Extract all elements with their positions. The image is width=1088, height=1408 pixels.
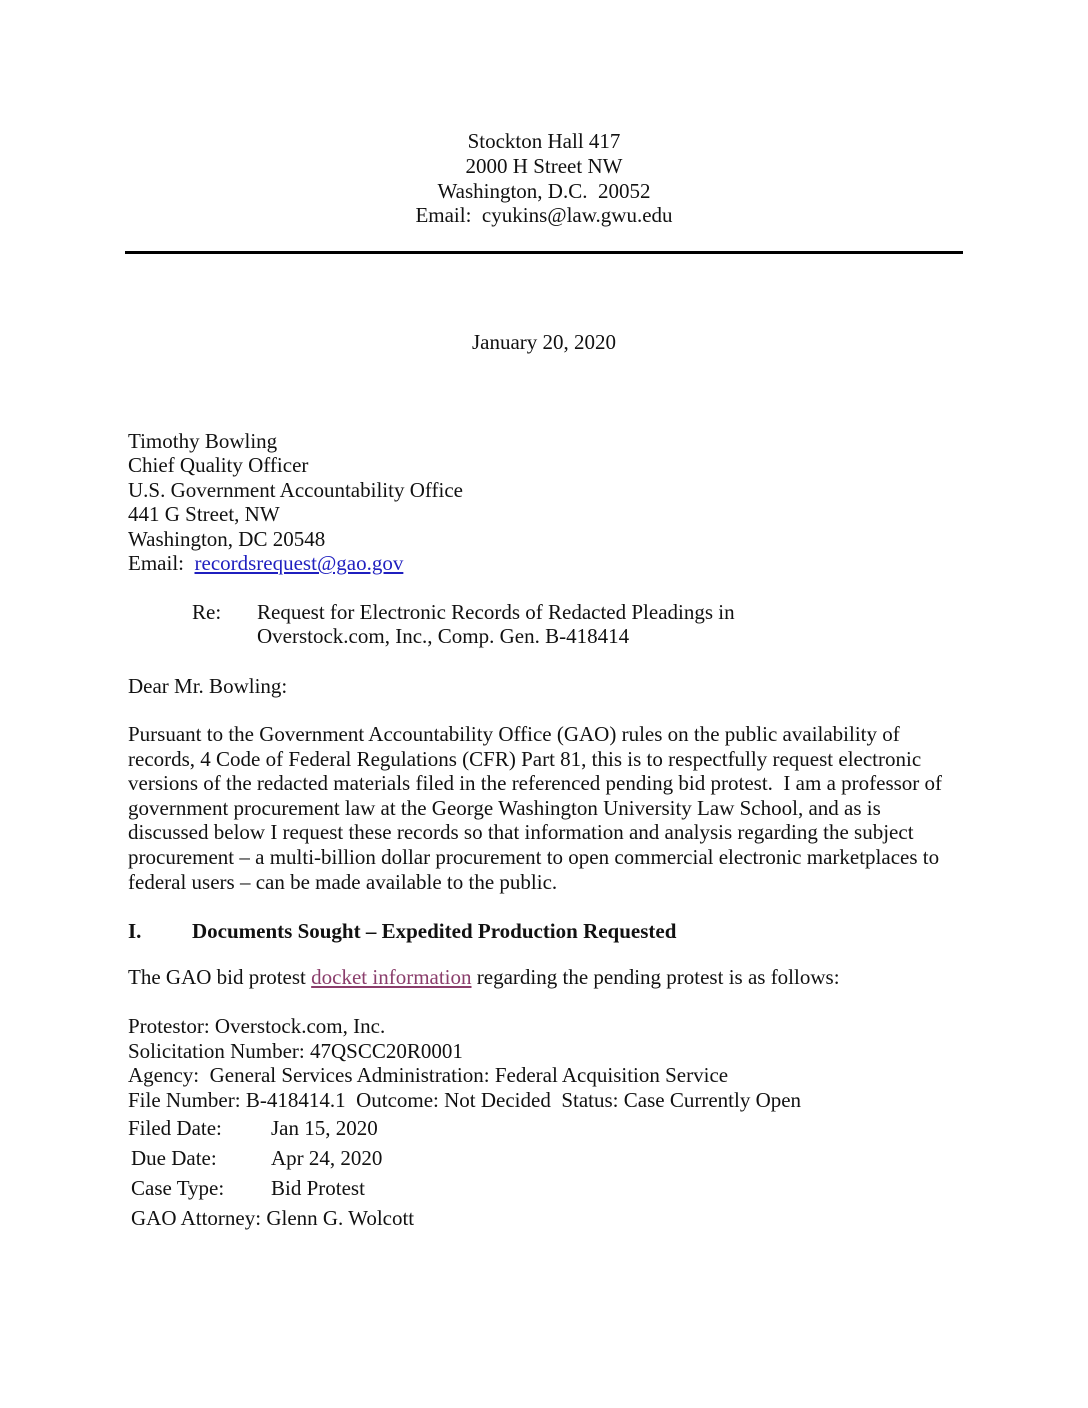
docket-sentence-before: The GAO bid protest: [128, 965, 312, 989]
body-line: records, 4 Code of Federal Regulations (CFR) Part 81, this is to respectfully request electronic: [128, 746, 922, 771]
re-line-2: Overstock.com, Inc., Comp. Gen. B-418414: [257, 624, 630, 648]
docket-file-number: File Number: B-418414.1 Outcome: Not Decided Status: Case Currently Open: [128, 1088, 802, 1112]
recipient-email-line: [128, 551, 403, 575]
letterhead-email: Email: cyukins@law.gwu.edu: [415, 203, 673, 227]
body-line: federal users – can be made available to the public.: [128, 869, 558, 894]
body-paragraph: [128, 722, 968, 894]
body-line: procurement – a multi-billion dollar procurement to open commercial electronic marketplaces to: [128, 844, 940, 869]
section-number: I.: [128, 919, 142, 943]
docket-filed-label: Filed Date:: [128, 1116, 222, 1140]
body-line: Pursuant to the Government Accountability Office (GAO) rules on the public availability of: [128, 722, 900, 746]
section-heading: Documents Sought – Expedited Production Requested: [192, 919, 677, 943]
recipient-email-label: Email:: [128, 551, 195, 575]
docket-information-link[interactable]: docket information: [311, 965, 472, 989]
body-line: versions of the redacted materials filed in the referenced pending bid protest. I am a professor of: [128, 771, 943, 796]
docket-filed-value: Jan 15, 2020: [271, 1116, 378, 1140]
recipient-street: 441 G Street, NW: [128, 502, 280, 526]
recipient-city: Washington, DC 20548: [128, 527, 326, 551]
recipient-name: Timothy Bowling: [128, 429, 278, 453]
docket-type-label: Case Type:: [131, 1176, 225, 1200]
docket-sentence-after: regarding the pending protest is as follows:: [471, 965, 840, 989]
letterhead-line-1: Stockton Hall 417: [467, 129, 621, 153]
salutation: Dear Mr. Bowling:: [128, 674, 288, 698]
docket-type-value: Bid Protest: [271, 1176, 365, 1200]
docket-solicitation: Solicitation Number: 47QSCC20R0001: [128, 1039, 463, 1063]
recipient-email-link[interactable]: recordsrequest@gao.gov: [194, 551, 404, 575]
re-line-1: Request for Electronic Records of Redacted Pleadings in: [257, 600, 735, 624]
re-label: Re:: [192, 600, 222, 624]
body-line: government procurement law at the George Washington University Law School, and as is: [128, 795, 881, 820]
recipient-title: Chief Quality Officer: [128, 453, 309, 477]
docket-protestor: Protestor: Overstock.com, Inc.: [128, 1014, 386, 1038]
docket-agency: Agency: General Services Administration: Federal Acquisition Service: [128, 1063, 729, 1087]
recipient-organization: U.S. Government Accountability Office: [128, 478, 463, 502]
letter-date: January 20, 2020: [471, 330, 617, 354]
docket-due-label: Due Date:: [131, 1146, 217, 1170]
letterhead-line-3: Washington, D.C. 20052: [437, 179, 651, 203]
docket-sentence: [128, 965, 840, 989]
letterhead-divider: [125, 251, 963, 254]
docket-due-value: Apr 24, 2020: [271, 1146, 383, 1170]
docket-attorney: GAO Attorney: Glenn G. Wolcott: [131, 1206, 415, 1230]
body-line: discussed below I request these records so that information and analysis regarding the subject: [128, 820, 914, 845]
letterhead-line-2: 2000 H Street NW: [465, 154, 623, 178]
